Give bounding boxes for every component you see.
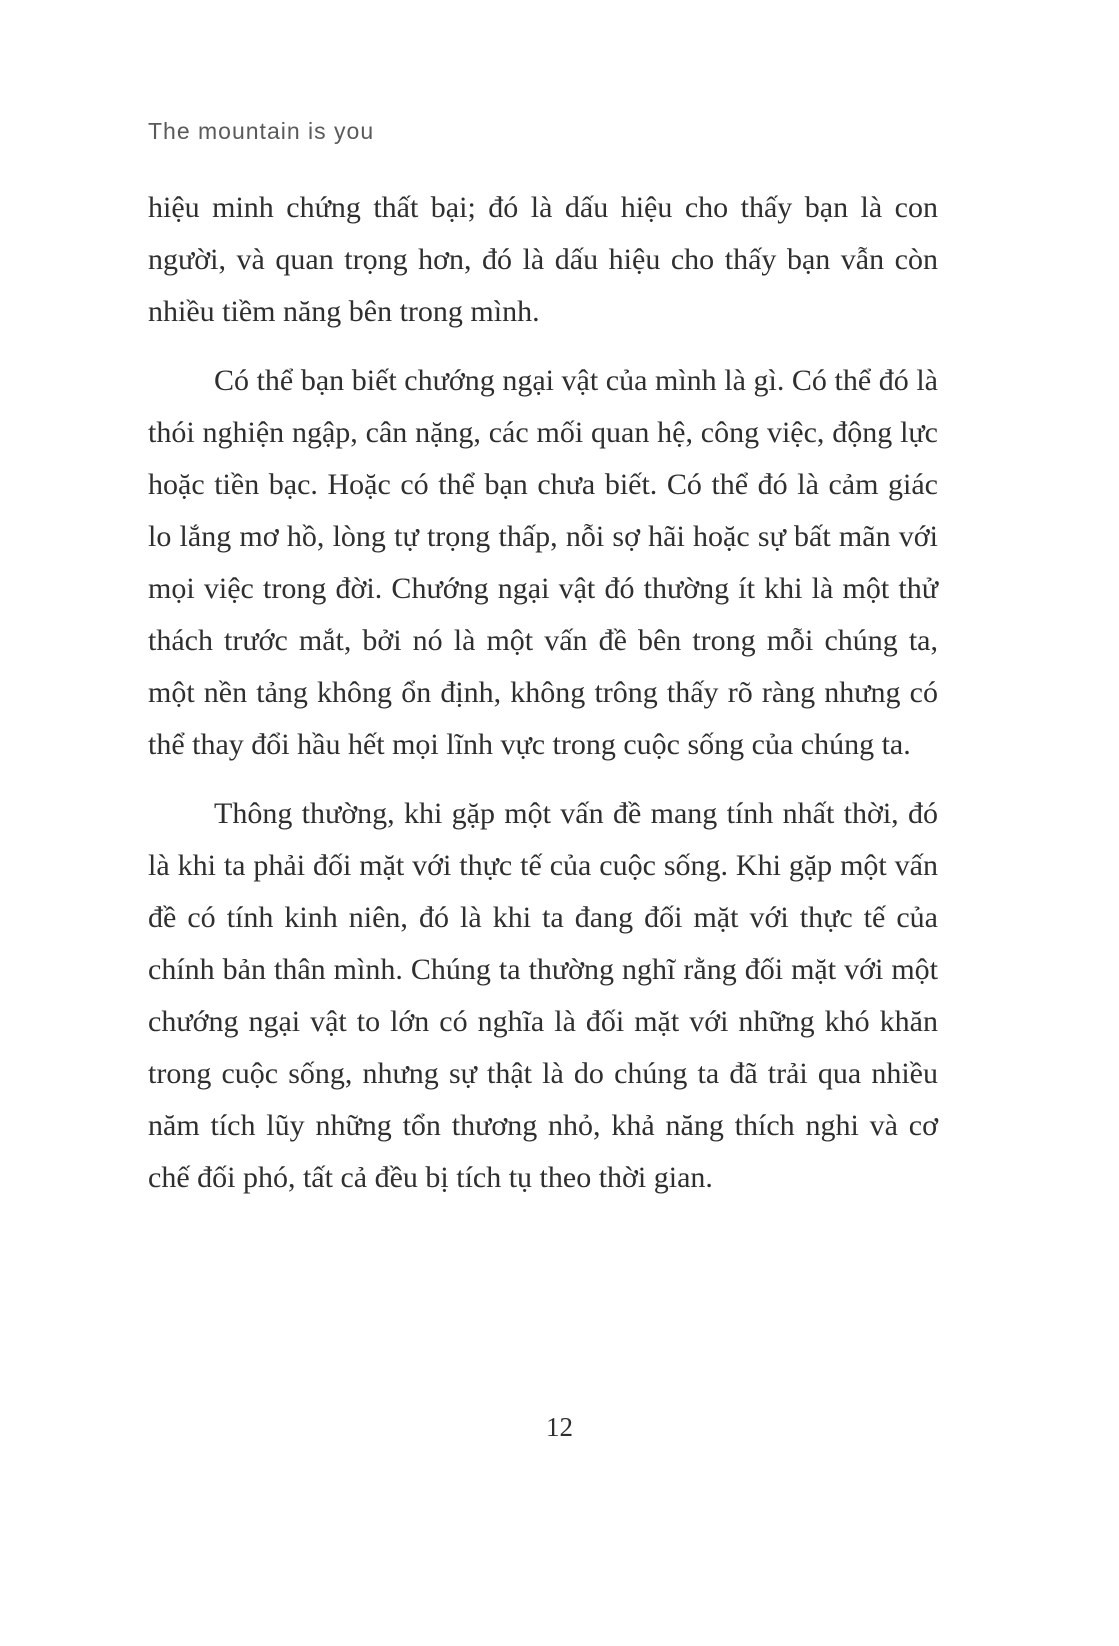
paragraph-continuation: hiệu minh chứng thất bại; đó là dấu hiệu cho thấy bạn là con người, và quan trọng hơn, đó là dấu hiệu cho thấy bạn vẫn còn nhiều tiềm năng bên trong mình. — [148, 191, 938, 328]
paragraph: Thông thường, khi gặp một vấn đề mang tính nhất thời, đó là khi ta phải đối mặt với thực tế của cuộc sống. Khi gặp một vấn đề có tính kinh niên, đó là khi ta đang đối mặt với thực tế của chính bản thân mình. Chúng ta thường nghĩ rằng đối mặt với một chướng ngại vật to lớn có nghĩa là đối mặt với những khó khăn trong cuộc sống, nhưng sự thật là do chúng ta đã trải qua nhiều năm tích lũy những tổn thương nhỏ, khả năng thích nghi và cơ chế đối phó, tất cả đều bị tích tụ theo thời gian. — [148, 797, 938, 1194]
running-header: The mountain is you — [148, 118, 375, 144]
page-number: 12 — [546, 1412, 573, 1442]
body-text — [148, 182, 938, 1221]
paragraph: Có thể bạn biết chướng ngại vật của mình là gì. Có thể đó là thói nghiện ngập, cân nặng, các mối quan hệ, công việc, động lực hoặc tiền bạc. Hoặc có thể bạn chưa biết. Có thể đó là cảm giác lo lắng mơ hồ, lòng tự trọng thấp, nỗi sợ hãi hoặc sự bất mãn với mọi việc trong đời. Chướng ngại vật đó thường ít khi là một thử thách trước mắt, bởi nó là một vấn đề bên trong mỗi chúng ta, một nền tảng không ổn định, không trông thấy rõ ràng nhưng có thể thay đổi hầu hết mọi lĩnh vực trong cuộc sống của chúng ta. — [148, 364, 938, 761]
